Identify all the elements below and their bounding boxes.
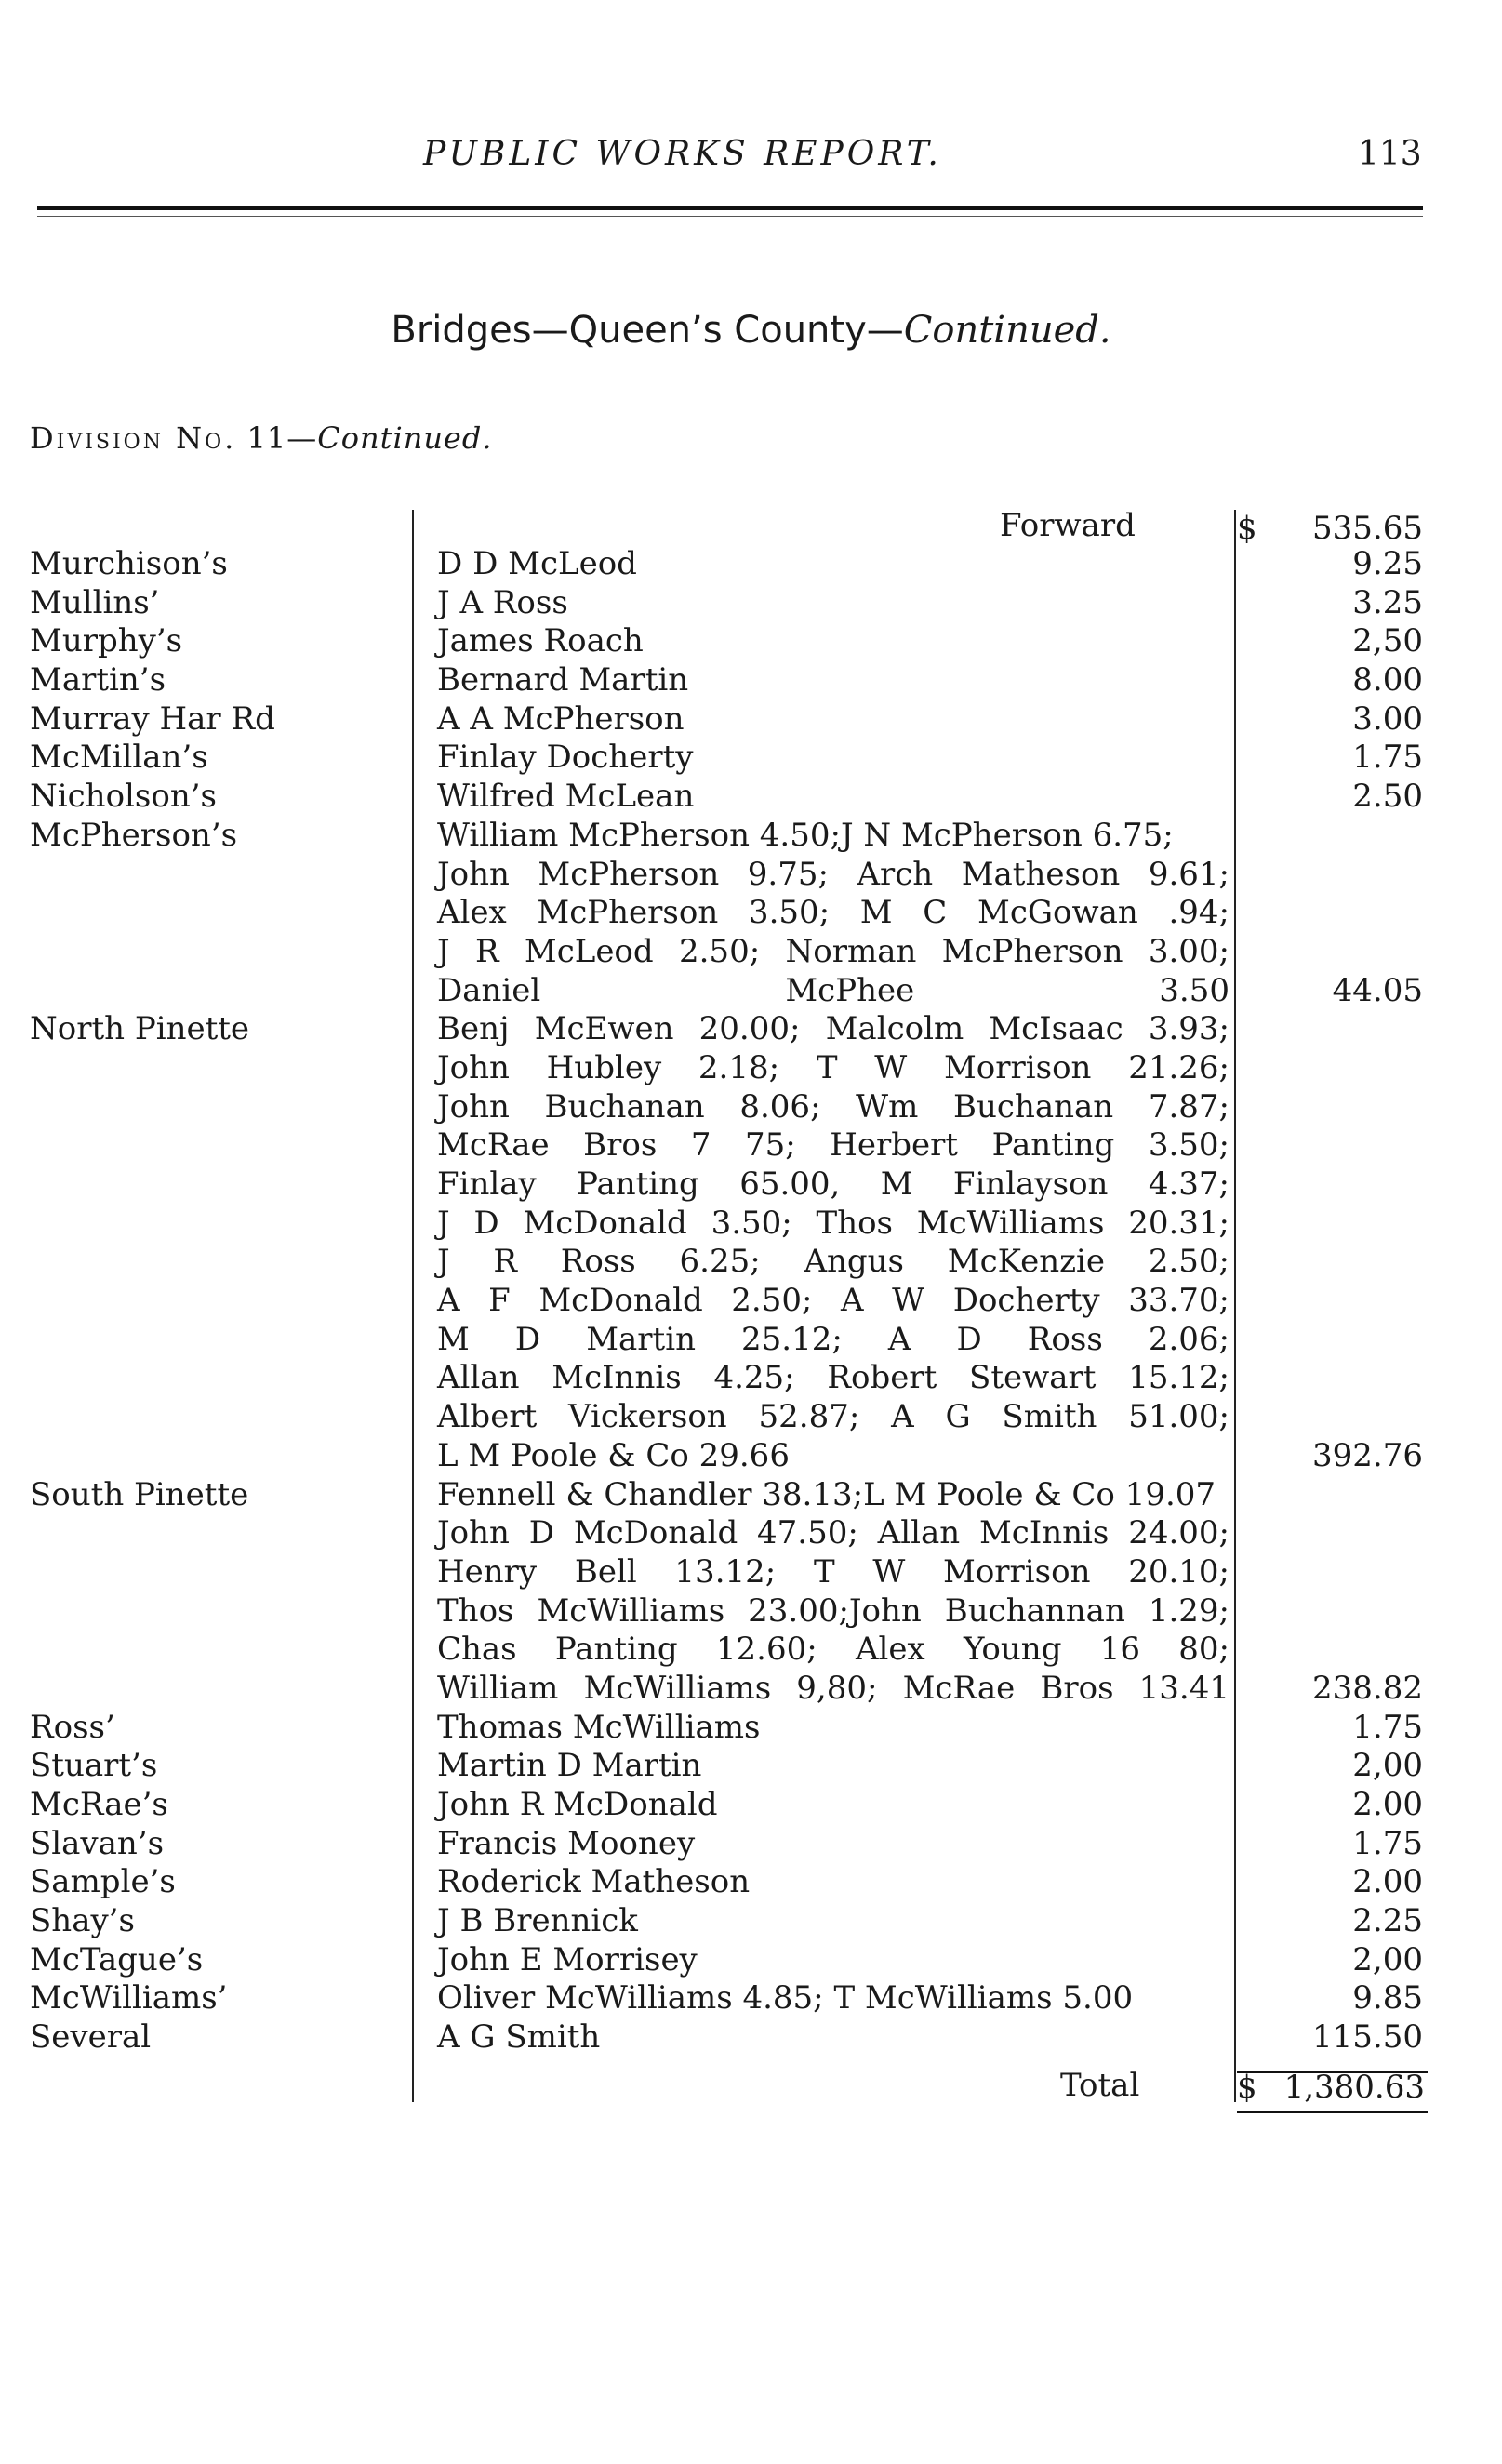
row-amount: 238.82: [1312, 1669, 1423, 1707]
row-place: Martin’s: [30, 661, 166, 699]
row-payee: Finlay Panting 65.00, M Finlayson 4.37;: [437, 1165, 1230, 1203]
row-amount: 8.00: [1352, 661, 1423, 699]
row-payee: Martin D Martin: [437, 1747, 702, 1785]
row-payee: Thos McWilliams 23.00;John Buchannan 1.29;: [437, 1592, 1230, 1630]
row-amount: 392.76: [1312, 1436, 1423, 1474]
row-place: Shay’s: [30, 1902, 135, 1940]
row-payee: Albert Vickerson 52.87; A G Smith 51.00;: [437, 1398, 1230, 1436]
row-payee: A G Smith: [437, 2018, 601, 2057]
row-payee: Fennell & Chandler 38.13;L M Poole & Co 19.07: [437, 1475, 1216, 1513]
ledger-row: [0, 1863, 1502, 1902]
total-label: Total: [1060, 2067, 1140, 2104]
page-number: 113: [1358, 135, 1422, 173]
row-amount: 1.75: [1352, 1824, 1423, 1862]
ledger-row: [0, 1979, 1502, 2018]
ledger-row: [0, 1631, 1502, 1670]
ledger-row: [0, 622, 1502, 661]
ledger-row: [0, 1243, 1502, 1282]
ledger-row: [0, 1321, 1502, 1360]
ledger-row: [0, 661, 1502, 700]
row-payee: L M Poole & Co 29.66: [437, 1436, 790, 1474]
ledger-row: [0, 856, 1502, 895]
row-payee: M D Martin 25.12; A D Ross 2.06;: [437, 1320, 1230, 1358]
header-rule-thin: [37, 216, 1423, 217]
row-payee: John R McDonald: [437, 1786, 718, 1823]
ledger-row: [0, 1398, 1502, 1437]
ledger-row: [0, 1553, 1502, 1592]
ledger-row: [0, 700, 1502, 739]
division-number: 11—: [246, 420, 318, 456]
ledger-row: [0, 1670, 1502, 1709]
row-payee: Wilfred McLean: [437, 778, 695, 816]
row-amount: 2,00: [1352, 1940, 1423, 1978]
row-amount: 9.85: [1352, 1979, 1423, 2018]
running-header: [0, 135, 1502, 181]
row-payee: A F McDonald 2.50; A W Docherty 33.70;: [437, 1282, 1230, 1320]
row-payee: J D McDonald 3.50; Thos McWilliams 20.31;: [437, 1204, 1230, 1242]
ledger-row: [0, 1049, 1502, 1088]
row-payee: J A Ross: [437, 583, 568, 621]
total-rule-bottom: [1237, 2111, 1428, 2113]
row-payee: J R Ross 6.25; Angus McKenzie 2.50;: [437, 1243, 1230, 1281]
ledger-row: [0, 972, 1502, 1011]
row-payee: Allan McInnis 4.25; Robert Stewart 15.12;: [437, 1359, 1230, 1397]
row-payee: Henry Bell 13.12; T W Morrison 20.10;: [437, 1552, 1230, 1591]
row-payee: James Roach: [437, 622, 644, 660]
section-title: [0, 309, 1502, 352]
ledger-row: [0, 1359, 1502, 1398]
row-payee: D D McLeod: [437, 545, 637, 582]
row-payee: Chas Panting 12.60; Alex Young 16 80;: [437, 1631, 1230, 1669]
ledger-row: [0, 1437, 1502, 1476]
row-payee: A A McPherson: [437, 699, 685, 738]
row-amount: 2,00: [1352, 1747, 1423, 1785]
ledger-row: [0, 1592, 1502, 1632]
ledger-row: [0, 1709, 1502, 1748]
ledger-row: [0, 817, 1502, 856]
row-payee: John McPherson 9.75; Arch Matheson 9.61;: [437, 855, 1230, 893]
row-payee: Benj McEwen 20.00; Malcolm McIsaac 3.93;: [437, 1010, 1230, 1048]
header-rule-thick: [37, 206, 1423, 210]
ledger-row: [0, 1010, 1502, 1049]
row-place: Slavan’s: [30, 1824, 165, 1862]
row-payee: McRae Bros 7 75; Herbert Panting 3.50;: [437, 1126, 1230, 1165]
ledger-row: [0, 739, 1502, 778]
row-payee: Roderick Matheson: [437, 1863, 751, 1901]
total-currency: $: [1237, 2069, 1257, 2106]
row-place: McWilliams’: [30, 1979, 228, 2018]
ledger-row: [0, 1126, 1502, 1165]
row-amount: 2.00: [1352, 1786, 1423, 1823]
row-amount: 2.25: [1352, 1902, 1423, 1940]
section-title-text: Bridges—Queen’s County—: [391, 309, 904, 352]
row-amount: 115.50: [1312, 2018, 1423, 2057]
row-payee: Daniel McPhee 3.50: [437, 971, 1230, 1009]
row-amount: 44.05: [1332, 971, 1423, 1009]
row-payee: Bernard Martin: [437, 661, 689, 699]
ledger-row: [0, 933, 1502, 972]
row-payee: J R McLeod 2.50; Norman McPherson 3.00;: [437, 932, 1230, 970]
row-place: North Pinette: [30, 1010, 250, 1048]
division-heading: [30, 420, 493, 456]
ledger-row: [0, 1941, 1502, 1980]
row-payee: John E Morrisey: [437, 1940, 698, 1978]
row-place: Mullins’: [30, 583, 160, 621]
row-payee: William McPherson 4.50;J N McPherson 6.75;: [437, 816, 1174, 854]
row-place: McRae’s: [30, 1786, 168, 1823]
row-payee: Finlay Docherty: [437, 739, 694, 777]
row-place: Ross’: [30, 1708, 115, 1746]
ledger-row: [0, 2018, 1502, 2058]
row-place: McMillan’s: [30, 739, 208, 777]
ledger-row: [0, 1476, 1502, 1515]
ledger-rows: [0, 545, 1502, 2058]
row-place: McPherson’s: [30, 816, 238, 854]
row-amount: 2.50: [1352, 778, 1423, 816]
row-amount: 9.25: [1352, 545, 1423, 582]
row-payee: Thomas McWilliams: [437, 1708, 761, 1746]
row-place: Stuart’s: [30, 1747, 158, 1785]
row-amount: 3.00: [1352, 699, 1423, 738]
row-payee: J B Brennick: [437, 1902, 638, 1940]
row-place: South Pinette: [30, 1475, 249, 1513]
ledger-row: [0, 1088, 1502, 1127]
row-amount: 1.75: [1352, 1708, 1423, 1746]
ledger-row: [0, 1747, 1502, 1786]
ledger-row: [0, 584, 1502, 623]
section-title-continued: Continued.: [903, 309, 1111, 352]
forward-amount: 535.65: [1312, 510, 1423, 547]
row-payee: Alex McPherson 3.50; M C McGowan .94;: [437, 894, 1230, 932]
row-payee: John D McDonald 47.50; Allan McInnis 24.00;: [437, 1514, 1230, 1552]
row-payee: John Hubley 2.18; T W Morrison 21.26;: [437, 1048, 1230, 1086]
row-payee: Francis Mooney: [437, 1824, 696, 1862]
row-amount: 1.75: [1352, 739, 1423, 777]
running-title: PUBLIC WORKS REPORT.: [423, 135, 942, 173]
row-place: Sample’s: [30, 1863, 176, 1901]
row-place: Several: [30, 2018, 152, 2057]
division-label: Division No.: [30, 420, 237, 456]
forward-label: Forward: [1000, 507, 1136, 544]
ledger-row: [0, 1786, 1502, 1825]
row-amount: 3.25: [1352, 583, 1423, 621]
ledger-row: [0, 1165, 1502, 1205]
forward-currency: $: [1237, 510, 1257, 547]
ledger-row: [0, 1902, 1502, 1941]
row-payee: John Buchanan 8.06; Wm Buchanan 7.87;: [437, 1087, 1230, 1125]
row-place: Murray Har Rd: [30, 699, 275, 738]
ledger-row: [0, 894, 1502, 933]
division-continued: Continued.: [317, 420, 493, 456]
ledger-row: [0, 1282, 1502, 1321]
total-amount: 1,380.63: [1283, 2069, 1425, 2106]
row-place: Murphy’s: [30, 622, 183, 660]
row-place: Murchison’s: [30, 545, 228, 582]
row-place: McTague’s: [30, 1940, 204, 1978]
ledger-row: [0, 545, 1502, 584]
ledger-row: [0, 778, 1502, 817]
ledger-row: [0, 1825, 1502, 1864]
row-place: Nicholson’s: [30, 778, 217, 816]
row-payee: William McWilliams 9,80; McRae Bros 13.41: [437, 1669, 1230, 1707]
ledger-row: [0, 1205, 1502, 1244]
row-payee: Oliver McWilliams 4.85; T McWilliams 5.00: [437, 1979, 1134, 2018]
ledger-row: [0, 1514, 1502, 1553]
row-amount: 2.00: [1352, 1863, 1423, 1901]
row-amount: 2,50: [1352, 622, 1423, 660]
